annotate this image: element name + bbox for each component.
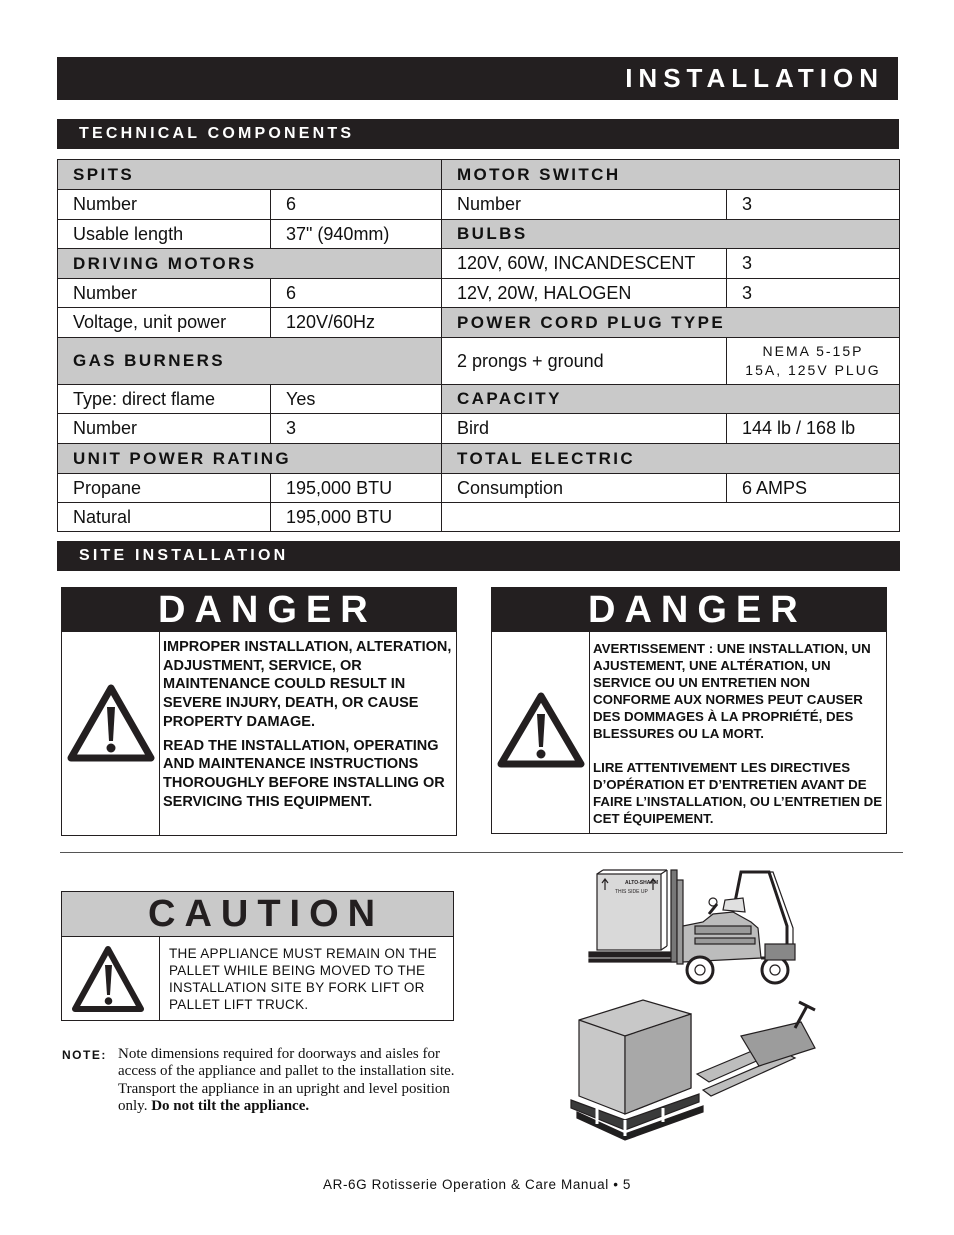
table-cell: Consumption — [442, 474, 727, 503]
table-cell: 3 — [727, 249, 900, 279]
table-cell: 195,000 BTU — [271, 474, 442, 503]
warning-triangle-icon — [62, 937, 158, 1021]
danger-title: DANGER — [588, 589, 807, 631]
warning-triangle-icon — [492, 632, 588, 833]
danger-text — [593, 640, 885, 827]
section-bar-site — [57, 541, 900, 571]
caution-box — [61, 891, 454, 1021]
table-cell: Type: direct flame — [58, 385, 271, 414]
warning-icon-cell — [62, 632, 160, 835]
table-cell: Usable length — [58, 220, 271, 249]
table-cell: 37" (940mm) — [271, 220, 442, 249]
table-cell: 6 — [271, 190, 442, 220]
table-cell: Propane — [58, 474, 271, 503]
danger-title: DANGER — [158, 589, 377, 631]
warning-triangle-icon — [62, 632, 158, 835]
table-cell: Number — [58, 414, 271, 444]
note-label: NOTE: — [62, 1048, 107, 1062]
table-cell: Bird — [442, 414, 727, 444]
table-cell: Number — [442, 190, 727, 220]
power-cord-header: POWER CORD PLUG TYPE — [442, 308, 900, 338]
table-cell: 120V, 60W, INCANDESCENT — [442, 249, 727, 279]
warning-icon-cell — [62, 937, 160, 1020]
note-text: Note dimensions required for doorways and aisles for access of the appliance and pallet to the installation site. Transport the appliance in an upright and level position only. — [118, 1046, 455, 1115]
danger-header — [62, 588, 456, 632]
table-cell: 195,000 BTU — [271, 503, 442, 532]
table-cell: 3 — [727, 279, 900, 308]
danger-text — [163, 638, 453, 811]
danger-box-english — [61, 587, 457, 836]
table-cell-empty — [442, 503, 900, 532]
table-cell: 2 prongs + ground — [442, 338, 727, 385]
page-title: INSTALLATION — [625, 63, 884, 93]
caution-header — [62, 892, 453, 937]
technical-components-table — [57, 159, 900, 532]
note-bold-text: Do not tilt the appliance. — [151, 1098, 310, 1115]
table-cell: Number — [58, 190, 271, 220]
spits-header: SPITS — [58, 160, 442, 190]
section-title-technical: TECHNICAL COMPONENTS — [79, 125, 355, 142]
bulbs-header: BULBS — [442, 220, 900, 249]
table-cell: 12V, 20W, HALOGEN — [442, 279, 727, 308]
motor-switch-header: MOTOR SWITCH — [442, 160, 900, 190]
crate-label: THIS SIDE UP — [615, 889, 648, 895]
table-cell: 3 — [271, 414, 442, 444]
driving-motors-header: DRIVING MOTORS — [58, 249, 442, 279]
page-header-bar — [57, 57, 898, 100]
danger-paragraph: READ THE INSTALLATION, OPERATING AND MAINTENANCE INSTRUCTIONS THOROUGHLY BEFORE INSTALLING OR SERVICING THIS EQUIPMENT. — [163, 737, 445, 810]
danger-paragraph: IMPROPER INSTALLATION, ALTERATION, ADJUSTMENT, SERVICE, OR MAINTENANCE COULD RESULT IN SEVERE INJURY, DEATH, OR CAUSE PROPERTY DAMAGE. — [163, 639, 452, 730]
danger-box-french — [491, 587, 887, 834]
danger-header — [492, 588, 886, 632]
warning-icon-cell — [492, 632, 590, 833]
nema-cell — [727, 338, 900, 385]
nema-line: 15A, 125V PLUG — [745, 362, 881, 378]
caution-text: THE APPLIANCE MUST REMAIN ON THE PALLET WHILE BEING MOVED TO THE INSTALLATION SITE BY FORK LIFT OR PALLET LIFT TRUCK. — [169, 946, 437, 1012]
forklift-illustration — [583, 866, 813, 990]
table-cell: 6 AMPS — [727, 474, 900, 503]
table-cell: 6 — [271, 279, 442, 308]
danger-paragraph: LIRE ATTENTIVEMENT LES DIRECTIVES D’OPÉRATION ET D’ENTRETIEN AVANT DE FAIRE L’INSTALLATION, OU L’ENTRETIEN DE CET ÉQUIPEMENT. — [593, 760, 883, 826]
note-body — [118, 1046, 478, 1116]
table-cell: Natural — [58, 503, 271, 532]
capacity-header: CAPACITY — [442, 385, 900, 414]
gas-burners-header: GAS BURNERS — [58, 338, 442, 385]
caution-title: CAUTION — [148, 893, 385, 935]
table-cell: Voltage, unit power — [58, 308, 271, 338]
table-cell: Yes — [271, 385, 442, 414]
crate-label: ALTO-SHAAM — [625, 880, 659, 886]
table-cell: Number — [58, 279, 271, 308]
horizontal-divider — [60, 852, 903, 853]
table-cell: 120V/60Hz — [271, 308, 442, 338]
table-cell: 3 — [727, 190, 900, 220]
danger-paragraph: AVERTISSEMENT : UNE INSTALLATION, UN AJUSTEMENT, UNE ALTÉRATION, UN SERVICE OU UN ENTRETIEN NON CONFORME AUX NORMES PEUT CAUSER DES DOMMAGES À LA PROPRIÉTÉ, DES BLESSURES OU LA MORT. — [593, 641, 871, 741]
nema-line: NEMA 5-15P — [762, 343, 864, 359]
table-cell: 144 lb / 168 lb — [727, 414, 900, 444]
pallet-jack-illustration — [563, 996, 848, 1141]
unit-power-rating-header: UNIT POWER RATING — [58, 444, 442, 474]
total-electric-header: TOTAL ELECTRIC — [442, 444, 900, 474]
section-bar-technical — [57, 119, 899, 149]
page-footer: AR-6G Rotisserie Operation & Care Manual • 5 — [323, 1177, 631, 1192]
section-title-site: SITE INSTALLATION — [79, 547, 289, 564]
